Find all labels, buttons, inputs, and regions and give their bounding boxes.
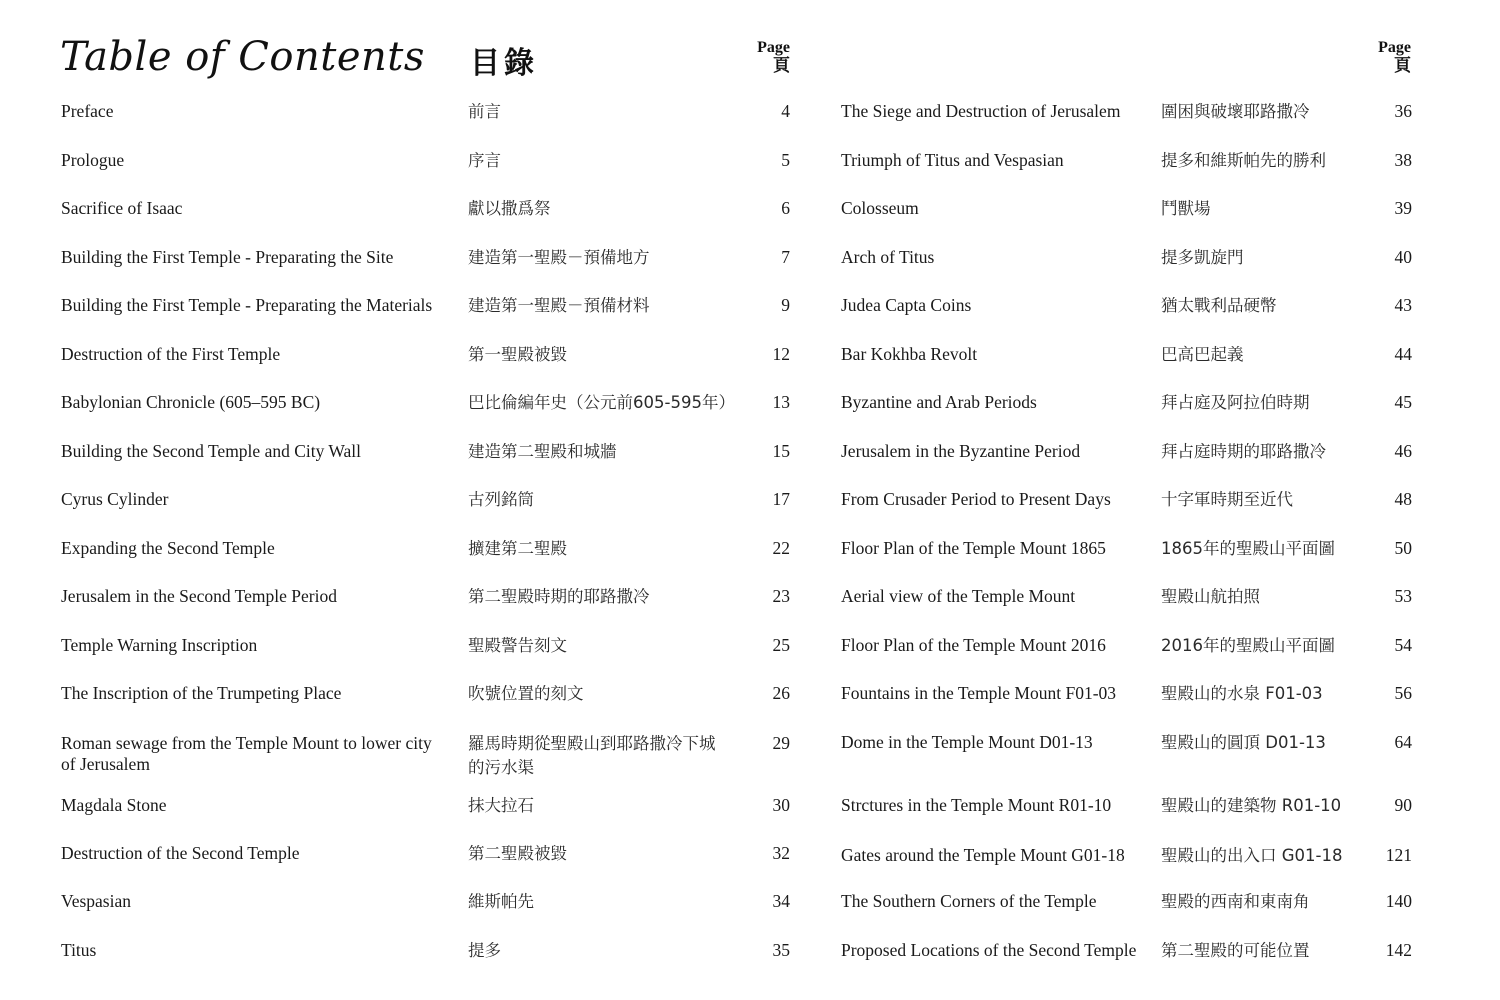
toc-entry-page-number: 23: [772, 586, 790, 606]
page-column-header-left: [730, 38, 790, 76]
page-label: Page: [1378, 39, 1411, 56]
toc-entry-title-chinese: 建造第一聖殿－預備地方: [468, 248, 650, 267]
toc-entry-title: Jerusalem in the Second Temple Period: [61, 586, 337, 606]
toc-entry-page-number: 53: [1394, 586, 1412, 606]
toc-entry-title: Preface: [61, 101, 114, 121]
toc-entry-title-chinese: 古列銘筒: [468, 490, 534, 509]
toc-entry-title-chinese: 拜占庭時期的耶路撒冷: [1161, 442, 1326, 461]
toc-entry-title: Sacrifice of Isaac: [61, 198, 183, 218]
toc-entry-title: Floor Plan of the Temple Mount 1865: [841, 538, 1106, 558]
toc-entry-title-chinese: 擴建第二聖殿: [468, 539, 567, 558]
toc-entry-title: Destruction of the Second Temple: [61, 843, 300, 863]
toc-entry-title: Destruction of the First Temple: [61, 344, 281, 364]
toc-entry-title-chinese: 鬥獸場: [1161, 199, 1211, 218]
toc-entry-title: The Inscription of the Trumpeting Place: [61, 683, 342, 703]
toc-entry-title: Gates around the Temple Mount G01-18: [841, 845, 1125, 865]
toc-entry-title: Babylonian Chronicle (605–595 BC): [61, 392, 321, 412]
toc-entry-title-chinese: 聖殿山的建築物 R01-10: [1161, 796, 1342, 815]
toc-entry-title-chinese: 前言: [468, 102, 501, 121]
toc-entry-title-chinese: 提多: [468, 941, 501, 960]
toc-entry-page-number: 7: [781, 247, 790, 267]
page-label-chinese: 頁: [773, 56, 790, 76]
toc-entry-title: Temple Warning Inscription: [61, 635, 258, 655]
toc-entry-title-chinese: 建造第一聖殿－預備材料: [468, 296, 650, 315]
toc-entry-page-number: 44: [1394, 344, 1412, 364]
toc-entry-title-chinese: 提多凱旋門: [1161, 248, 1244, 267]
toc-entry-title: Expanding the Second Temple: [61, 538, 275, 558]
toc-entry-title-chinese: 聖殿山的圓頂 D01-13: [1161, 733, 1326, 752]
toc-entry-page-number: 30: [772, 795, 790, 815]
page-title-chinese: 目錄: [470, 46, 538, 81]
toc-entry-page-number: 39: [1394, 198, 1412, 218]
toc-entry-title: The Siege and Destruction of Jerusalem: [841, 101, 1121, 121]
toc-entry-title: Roman sewage from the Temple Mount to lower city of Jerusalem: [61, 733, 432, 774]
toc-entry-title: Proposed Locations of the Second Temple: [841, 940, 1137, 960]
toc-entry-page-number: 56: [1394, 683, 1412, 703]
toc-entry-title-chinese: 維斯帕先: [468, 892, 534, 911]
toc-entry-title: Building the Second Temple and City Wall: [61, 441, 362, 461]
toc-entry-title: Strctures in the Temple Mount R01-10: [841, 795, 1112, 815]
toc-entry-page-number: 4: [781, 101, 790, 121]
toc-entry-title-chinese: 1865年的聖殿山平面圖: [1161, 539, 1335, 558]
toc-entry-page-number: 15: [772, 441, 790, 461]
toc-entry-page-number: 29: [772, 733, 790, 753]
toc-entry-page-number: 121: [1385, 845, 1412, 865]
page-label: Page: [757, 39, 790, 56]
toc-entry-page-number: 12: [772, 344, 790, 364]
toc-entry-title-chinese: 抹大拉石: [468, 796, 534, 815]
toc-entry-page-number: 26: [772, 683, 790, 703]
page-title: Table of Contents: [60, 34, 425, 80]
toc-entry-page-number: 5: [781, 150, 790, 170]
toc-entry-title-chinese: 聖殿山的出入口 G01-18: [1161, 846, 1343, 865]
toc-entry-page-number: 140: [1385, 891, 1412, 911]
toc-entry-title-chinese: 建造第二聖殿和城牆: [468, 442, 617, 461]
toc-entry-page-number: 17: [772, 489, 790, 509]
toc-entry-page-number: 142: [1385, 940, 1412, 960]
toc-entry-page-number: 36: [1394, 101, 1412, 121]
toc-entry-title: Magdala Stone: [61, 795, 167, 815]
toc-entry-title: Floor Plan of the Temple Mount 2016: [841, 635, 1106, 655]
toc-entry-title: Fountains in the Temple Mount F01-03: [841, 683, 1117, 703]
toc-entry-page-number: 64: [1394, 732, 1412, 752]
toc-entry-title: Dome in the Temple Mount D01-13: [841, 732, 1093, 752]
toc-entry-page-number: 46: [1394, 441, 1412, 461]
toc-entry-title: From Crusader Period to Present Days: [841, 489, 1111, 509]
toc-entry-title-chinese: 聖殿的西南和東南角: [1161, 892, 1310, 911]
toc-entry-title: Judea Capta Coins: [841, 295, 972, 315]
toc-entry-title: Aerial view of the Temple Mount: [841, 586, 1076, 606]
toc-entry-title-chinese: 吹號位置的刻文: [468, 684, 584, 703]
toc-entry-title-chinese: 聖殿警告刻文: [468, 636, 567, 655]
toc-entry-title-chinese: 2016年的聖殿山平面圖: [1161, 636, 1335, 655]
toc-entry-page-number: 22: [772, 538, 790, 558]
toc-entry-title-chinese: 巴比倫編年史（公元前605-595年）: [468, 393, 735, 412]
toc-entry-page-number: 50: [1394, 538, 1412, 558]
toc-entry-title-chinese: 第二聖殿被毀: [468, 844, 567, 863]
toc-entry-page-number: 45: [1394, 392, 1412, 412]
toc-entry-title: Building the First Temple - Preparating the Site: [61, 247, 394, 267]
toc-entry-title-chinese: 拜占庭及阿拉伯時期: [1161, 393, 1310, 412]
toc-entry-title: Jerusalem in the Byzantine Period: [841, 441, 1081, 461]
page-column-header-right: [1351, 38, 1411, 76]
toc-entry-page-number: 25: [772, 635, 790, 655]
page-label-chinese: 頁: [1394, 56, 1411, 76]
toc-entry-title: Vespasian: [61, 891, 131, 911]
toc-entry-title-chinese: 十字軍時期至近代: [1161, 490, 1293, 509]
toc-entry-page-number: 38: [1394, 150, 1412, 170]
toc-entry-title-chinese: 聖殿山的水泉 F01-03: [1161, 684, 1323, 703]
toc-entry-title-chinese: 猶太戰利品硬幣: [1161, 296, 1277, 315]
toc-entry-title-chinese: 第二聖殿時期的耶路撒冷: [468, 587, 650, 606]
toc-entry-page-number: 13: [772, 392, 790, 412]
toc-entry-title-chinese: 巴高巴起義: [1161, 345, 1244, 364]
toc-entry-title: Bar Kokhba Revolt: [841, 344, 978, 364]
toc-entry-title: Building the First Temple - Preparating the Materials: [61, 295, 433, 315]
toc-entry-page-number: 48: [1394, 489, 1412, 509]
toc-entry-page-number: 32: [772, 843, 790, 863]
toc-entry-title: The Southern Corners of the Temple: [841, 891, 1097, 911]
toc-entry-title: Cyrus Cylinder: [61, 489, 169, 509]
toc-entry-page-number: 43: [1394, 295, 1412, 315]
toc-entry-title-chinese: 第一聖殿被毀: [468, 345, 567, 364]
toc-entry-title-chinese: 聖殿山航拍照: [1161, 587, 1260, 606]
toc-entry-title-chinese: 第二聖殿的可能位置: [1161, 941, 1310, 960]
toc-entry-page-number: 54: [1394, 635, 1412, 655]
toc-entry-page-number: 35: [772, 940, 790, 960]
toc-entry-title-chinese: 獻以撒爲祭: [468, 199, 551, 218]
toc-entry-page-number: 34: [772, 891, 790, 911]
toc-entry-title: Prologue: [61, 150, 125, 170]
toc-entry-title: Triumph of Titus and Vespasian: [841, 150, 1064, 170]
toc-entry-title-chinese: 圍困與破壞耶路撒冷: [1161, 102, 1310, 121]
toc-entry-title: Byzantine and Arab Periods: [841, 392, 1037, 412]
toc-entry-title: Colosseum: [841, 198, 919, 218]
toc-entry-page-number: 6: [781, 198, 790, 218]
toc-entry-title: Arch of Titus: [841, 247, 935, 267]
toc-entry-page-number: 9: [781, 295, 790, 315]
toc-entry-title: Titus: [61, 940, 97, 960]
toc-entry-page-number: 40: [1394, 247, 1412, 267]
toc-entry-title-chinese: 序言: [468, 151, 501, 170]
toc-entry-title-chinese: 提多和維斯帕先的勝利: [1161, 151, 1326, 170]
toc-entry-page-number: 90: [1394, 795, 1412, 815]
toc-entry-title-chinese: 羅馬時期從聖殿山到耶路撒冷下城的污水渠: [468, 734, 716, 777]
